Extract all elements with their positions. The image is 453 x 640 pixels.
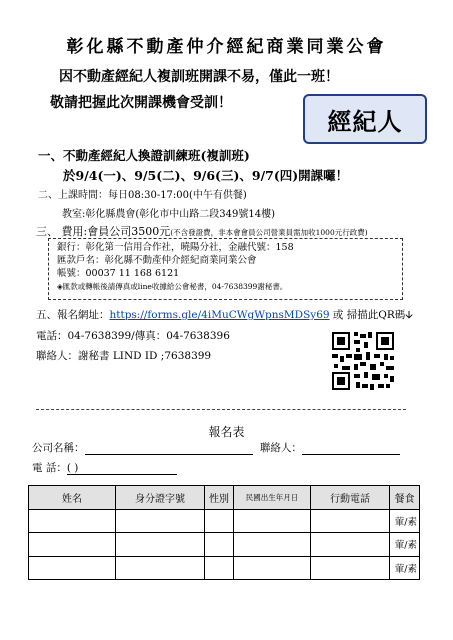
fee-text: 三、 費用:會員公司3500元 bbox=[36, 225, 171, 238]
cell-name[interactable] bbox=[29, 556, 116, 580]
contact-person-field[interactable] bbox=[302, 442, 400, 455]
company-name-label: 公司名稱： bbox=[32, 442, 85, 454]
contact-phone: 電話：04-7638399/傳真：04-7638396 bbox=[36, 330, 230, 342]
company-name-field[interactable] bbox=[85, 442, 253, 455]
section1-dates: 於9/4(一)、9/5(二)、9/6(三)、9/7(四)開課囉！ bbox=[63, 168, 349, 183]
section3-fee bbox=[36, 223, 368, 239]
section2-time: 二、上課時間：每日08:30-17:00(中午有供餐) bbox=[38, 190, 247, 201]
arrow-down-icon: 🡫 bbox=[405, 309, 413, 321]
form-title: 報名表 bbox=[208, 425, 245, 439]
fee-note: (不含發證費，非本會會員公司營業員需加收1000元行政費) bbox=[170, 228, 368, 237]
registration-prefix: 五、報名網址： bbox=[36, 309, 110, 321]
phone-area-code: ( ) bbox=[66, 462, 79, 474]
header-birthdate: 民國出生年月日 bbox=[234, 486, 311, 510]
bank-line-1: 銀行：彰化第一信用合作社，曉陽分社，金融代號：158 bbox=[57, 242, 294, 253]
header-meal: 餐食 bbox=[390, 486, 420, 510]
cell-meal[interactable]: 葷/素 bbox=[390, 533, 420, 557]
cut-line-divider bbox=[36, 409, 406, 410]
cell-meal[interactable]: 葷/素 bbox=[390, 509, 420, 533]
bank-line-2: 匯款戶名：彰化縣不動產仲介經紀商業同業公會 bbox=[57, 255, 257, 266]
cell-birthdate[interactable] bbox=[234, 556, 311, 580]
table-row bbox=[29, 533, 420, 557]
table-header-row bbox=[29, 486, 420, 510]
cell-name[interactable] bbox=[29, 533, 116, 557]
phone-row bbox=[32, 460, 177, 475]
header-gender: 性別 bbox=[205, 486, 234, 510]
cell-id-number[interactable] bbox=[116, 509, 205, 533]
cell-birthdate[interactable] bbox=[234, 533, 311, 557]
company-name-row bbox=[32, 440, 400, 455]
registration-suffix: 或 掃描此QR碼 bbox=[329, 309, 406, 321]
cell-birthdate[interactable] bbox=[234, 509, 311, 533]
cell-mobile[interactable] bbox=[311, 533, 390, 557]
headline-first: 因不動產經紀人複訓班開課不易，僅此一班！ bbox=[59, 69, 339, 85]
cell-id-number[interactable] bbox=[116, 556, 205, 580]
header-mobile: 行動電話 bbox=[311, 486, 390, 510]
section5-registration bbox=[36, 307, 413, 325]
contact-person-label: 聯絡人： bbox=[259, 442, 302, 454]
phone-label: 電 話： bbox=[32, 462, 67, 474]
cell-gender[interactable] bbox=[205, 509, 234, 533]
qr-code-icon[interactable] bbox=[330, 330, 396, 392]
registration-table bbox=[28, 485, 420, 580]
headline-second: 敬請把握此次開課機會受訓！ bbox=[50, 95, 232, 111]
phone-field[interactable] bbox=[67, 462, 177, 475]
contact-person: 聯絡人：謝秘書 LIND ID ;7638399 bbox=[36, 350, 212, 362]
header-name: 姓名 bbox=[29, 486, 116, 510]
cell-gender[interactable] bbox=[205, 556, 234, 580]
broker-badge: 經紀人 bbox=[303, 94, 427, 144]
cell-mobile[interactable] bbox=[311, 556, 390, 580]
section2-venue: 教室:彰化縣農會(彰化市中山路二段349號14樓) bbox=[62, 209, 275, 220]
cell-name[interactable] bbox=[29, 509, 116, 533]
table-row bbox=[29, 556, 420, 580]
cell-mobile[interactable] bbox=[311, 509, 390, 533]
cell-id-number[interactable] bbox=[116, 533, 205, 557]
bank-info-box bbox=[48, 238, 403, 300]
page-title: 彰化縣不動產仲介經紀商業同業公會 bbox=[66, 37, 387, 57]
bank-line-3: 帳號：00037 11 168 6121 bbox=[57, 268, 180, 279]
registration-link[interactable]: https://forms.gle/4iMuCWgWpnsMDSy69 bbox=[109, 309, 330, 321]
cell-meal[interactable]: 葷/素 bbox=[390, 556, 420, 580]
section1-label: 一、不動產經紀人換證訓練班(複訓班) bbox=[38, 148, 250, 163]
bank-note: ◈匯款或轉帳後請傳真或line收據給公會秘書，04-7638399謝秘書。 bbox=[57, 282, 288, 291]
cell-gender[interactable] bbox=[205, 533, 234, 557]
header-id-number: 身分證字號 bbox=[116, 486, 205, 510]
table-row bbox=[29, 509, 420, 533]
